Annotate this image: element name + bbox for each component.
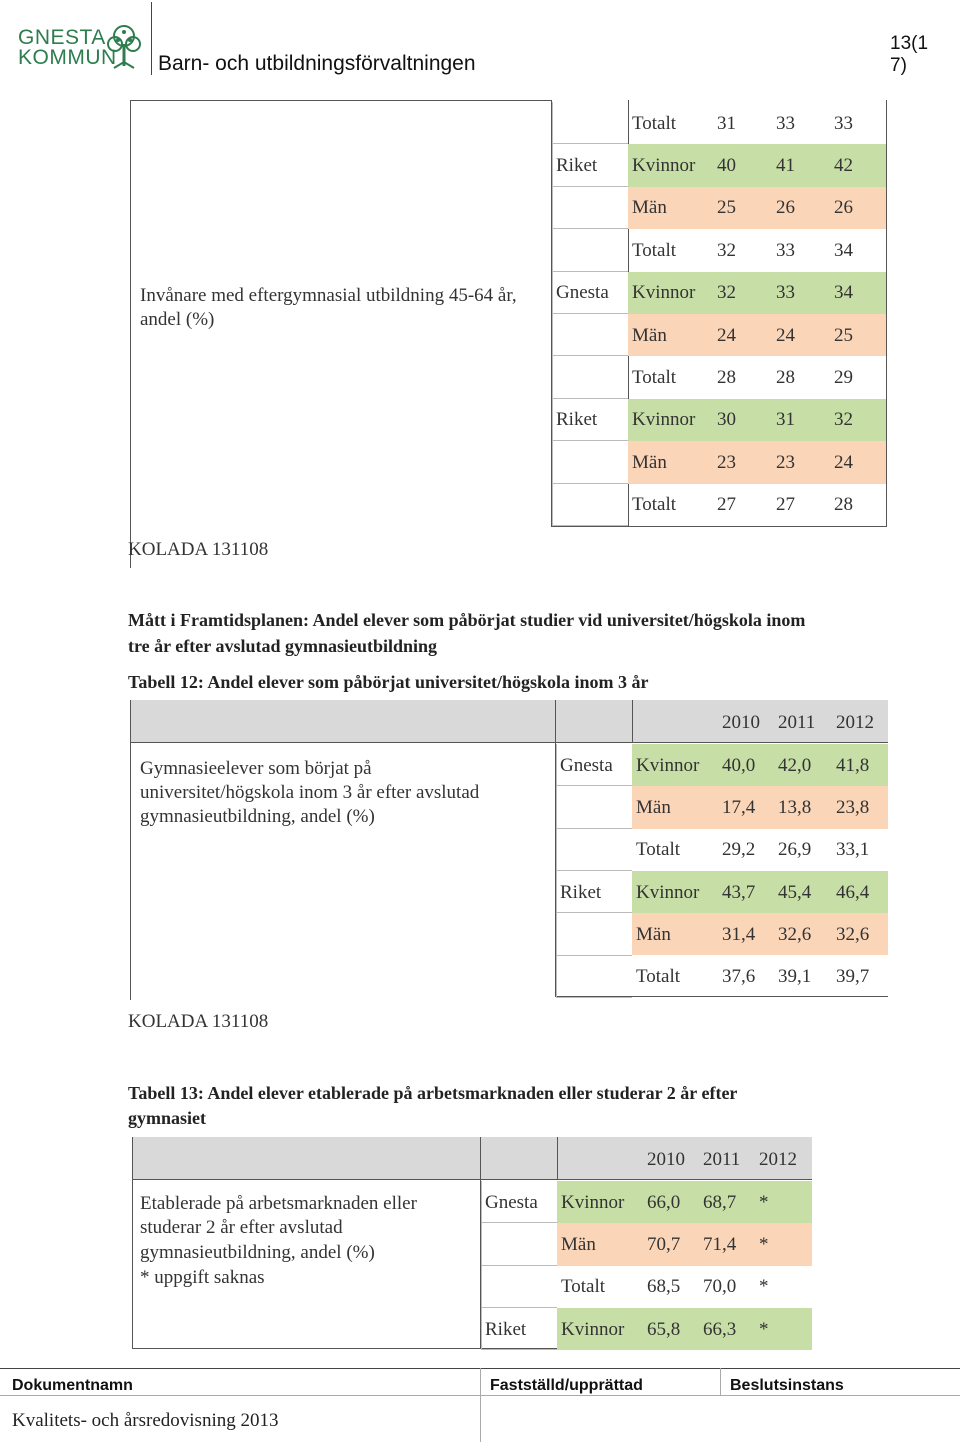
value-cell: 32	[717, 239, 736, 261]
t12-measure-line2: universitet/högskola inom 3 år efter avslutad	[140, 782, 480, 803]
value-cell: 13,8	[774, 786, 832, 828]
value-cell: 70,0	[703, 1276, 737, 1298]
region-cell	[481, 1266, 557, 1308]
value-cell: *	[755, 1308, 812, 1350]
type-cell: Män	[628, 314, 713, 356]
value-cell: 39,1	[778, 966, 812, 988]
value-cell: 42,0	[774, 744, 832, 786]
region-cell	[552, 356, 628, 398]
region-cell	[556, 913, 632, 955]
type-cell: Män	[628, 187, 713, 229]
type-cell: Totalt	[636, 966, 681, 988]
type-cell: Kvinnor	[557, 1308, 643, 1350]
value-cell: *	[755, 1181, 812, 1223]
region-cell	[556, 956, 632, 998]
value-cell: 28	[776, 367, 795, 389]
value-cell: 41,8	[832, 744, 888, 786]
value-cell: 40	[713, 144, 772, 186]
value-cell: 28	[834, 494, 853, 516]
value-cell: 65,8	[643, 1308, 699, 1350]
value-cell: 25	[713, 187, 772, 229]
value-cell: 24	[830, 441, 886, 483]
value-cell: 32,6	[774, 913, 832, 955]
t12-source: KOLADA 131108	[128, 1011, 269, 1032]
type-cell: Kvinnor	[628, 272, 713, 314]
value-cell: 39,7	[836, 966, 870, 988]
value-cell: 32	[713, 272, 772, 314]
value-cell: 68,7	[699, 1181, 755, 1223]
value-cell: 26	[772, 187, 830, 229]
region-cell: Gnesta	[556, 282, 609, 304]
year-header: 2012	[836, 711, 874, 733]
year-header: 2011	[703, 1148, 741, 1170]
value-cell: 26	[830, 187, 886, 229]
value-cell: 27	[776, 494, 795, 516]
region-cell	[552, 102, 628, 144]
value-cell: 42	[830, 144, 886, 186]
region-cell: Gnesta	[485, 1191, 538, 1213]
value-cell: 29	[834, 367, 853, 389]
value-cell: 31	[717, 112, 736, 134]
type-cell: Totalt	[561, 1276, 606, 1298]
t12-measure-line1: Gymnasieelever som börjat på	[140, 758, 372, 779]
value-cell: 30	[713, 399, 772, 441]
value-cell: 28	[717, 367, 736, 389]
footer-authority-label: Beslutsinstans	[730, 1377, 844, 1394]
value-cell: 71,4	[699, 1223, 755, 1265]
type-cell: Kvinnor	[557, 1181, 643, 1223]
t13-measure-line1: Etablerade på arbetsmarknaden eller	[140, 1193, 417, 1214]
type-cell: Kvinnor	[628, 399, 713, 441]
region-cell: Riket	[485, 1318, 527, 1340]
value-cell: 31	[772, 399, 830, 441]
value-cell: 34	[834, 239, 853, 261]
value-cell: 68,5	[647, 1276, 681, 1298]
table12-caption: Tabell 12: Andel elever som påbörjat universitet/högskola inom 3 år	[128, 672, 649, 692]
source-label-top: KOLADA 131108	[128, 539, 269, 560]
logo-text-line2: KOMMUN	[18, 46, 117, 69]
value-cell: 23	[713, 441, 772, 483]
value-cell: 29,2	[722, 839, 756, 861]
page-number: 13(1	[890, 33, 929, 54]
value-cell: 66,0	[643, 1181, 699, 1223]
region-cell	[556, 786, 632, 828]
year-header: 2012	[759, 1148, 797, 1170]
t13-measure-line2: studerar 2 år efter avslutad	[140, 1217, 343, 1238]
region-cell	[552, 314, 628, 356]
page-number-cont: 7)	[890, 55, 907, 76]
value-cell: 45,4	[774, 871, 832, 913]
value-cell: 40,0	[718, 744, 774, 786]
value-cell: *	[755, 1223, 812, 1265]
type-cell: Totalt	[632, 367, 677, 389]
region-cell: Gnesta	[560, 754, 613, 776]
type-cell: Kvinnor	[628, 144, 713, 186]
footer-docname-label: Dokumentnamn	[12, 1377, 133, 1394]
department-title: Barn- och utbildningsförvaltningen	[158, 52, 476, 75]
region-cell: Riket	[556, 155, 598, 177]
section-heading-line1: Mått i Framtidsplanen: Andel elever som påbörjat studier vid universitet/högskola inom	[128, 610, 806, 630]
value-cell: 33	[776, 112, 795, 134]
value-cell: 41	[772, 144, 830, 186]
region-cell	[552, 441, 628, 483]
value-cell: 31,4	[718, 913, 774, 955]
tree-logo-icon	[106, 22, 142, 70]
value-cell: 23	[772, 441, 830, 483]
value-cell: 34	[830, 272, 886, 314]
type-cell: Kvinnor	[632, 744, 718, 786]
region-cell	[556, 829, 632, 871]
type-cell: Totalt	[632, 494, 677, 516]
type-cell: Män	[632, 913, 718, 955]
value-cell: 24	[713, 314, 772, 356]
table13-caption-line1: Tabell 13: Andel elever etablerade på arbetsmarknaden eller studerar 2 år efter	[128, 1083, 738, 1103]
value-cell: 25	[830, 314, 886, 356]
region-cell	[552, 229, 628, 271]
value-cell: 32,6	[832, 913, 888, 955]
footer-established-label: Fastställd/upprättad	[490, 1377, 643, 1394]
value-cell: 46,4	[832, 871, 888, 913]
value-cell: 23,8	[832, 786, 888, 828]
value-cell: 17,4	[718, 786, 774, 828]
value-cell: 24	[772, 314, 830, 356]
value-cell: 33	[772, 272, 830, 314]
measure-label-top: Invånare med eftergymnasial utbildning 45-64 år, andel (%)	[140, 285, 517, 330]
value-cell: 37,6	[722, 966, 756, 988]
value-cell: 33	[834, 112, 853, 134]
type-cell: Män	[557, 1223, 643, 1265]
type-cell: Totalt	[632, 112, 677, 134]
footer-docname: Kvalitets- och årsredovisning 2013	[12, 1410, 279, 1431]
logo-text-line1: GNESTA	[18, 26, 106, 49]
year-header: 2010	[722, 711, 760, 733]
value-cell: 32	[830, 399, 886, 441]
t13-measure-line3: gymnasieutbildning, andel (%)	[140, 1242, 375, 1263]
value-cell: 27	[717, 494, 736, 516]
value-cell: 70,7	[643, 1223, 699, 1265]
t13-footnote: * uppgift saknas	[140, 1267, 265, 1288]
type-cell: Totalt	[632, 239, 677, 261]
type-cell: Totalt	[636, 839, 681, 861]
value-cell: 33,1	[836, 839, 870, 861]
region-cell	[552, 484, 628, 526]
region-cell: Riket	[560, 881, 602, 903]
type-cell: Kvinnor	[632, 871, 718, 913]
value-cell: 66,3	[699, 1308, 755, 1350]
section-heading-line2: tre år efter avslutad gymnasieutbildning	[128, 636, 438, 656]
region-cell: Riket	[556, 409, 598, 431]
table13-caption-line2: gymnasiet	[128, 1108, 206, 1128]
year-header: 2010	[647, 1148, 685, 1170]
type-cell: Män	[628, 441, 713, 483]
t12-measure-line3: gymnasieutbildning, andel (%)	[140, 806, 375, 827]
region-cell	[481, 1223, 557, 1265]
value-cell: 26,9	[778, 839, 812, 861]
region-cell	[552, 187, 628, 229]
value-cell: 33	[776, 239, 795, 261]
value-cell: 43,7	[718, 871, 774, 913]
year-header: 2011	[778, 711, 816, 733]
value-cell: *	[759, 1276, 769, 1298]
type-cell: Män	[632, 786, 718, 828]
